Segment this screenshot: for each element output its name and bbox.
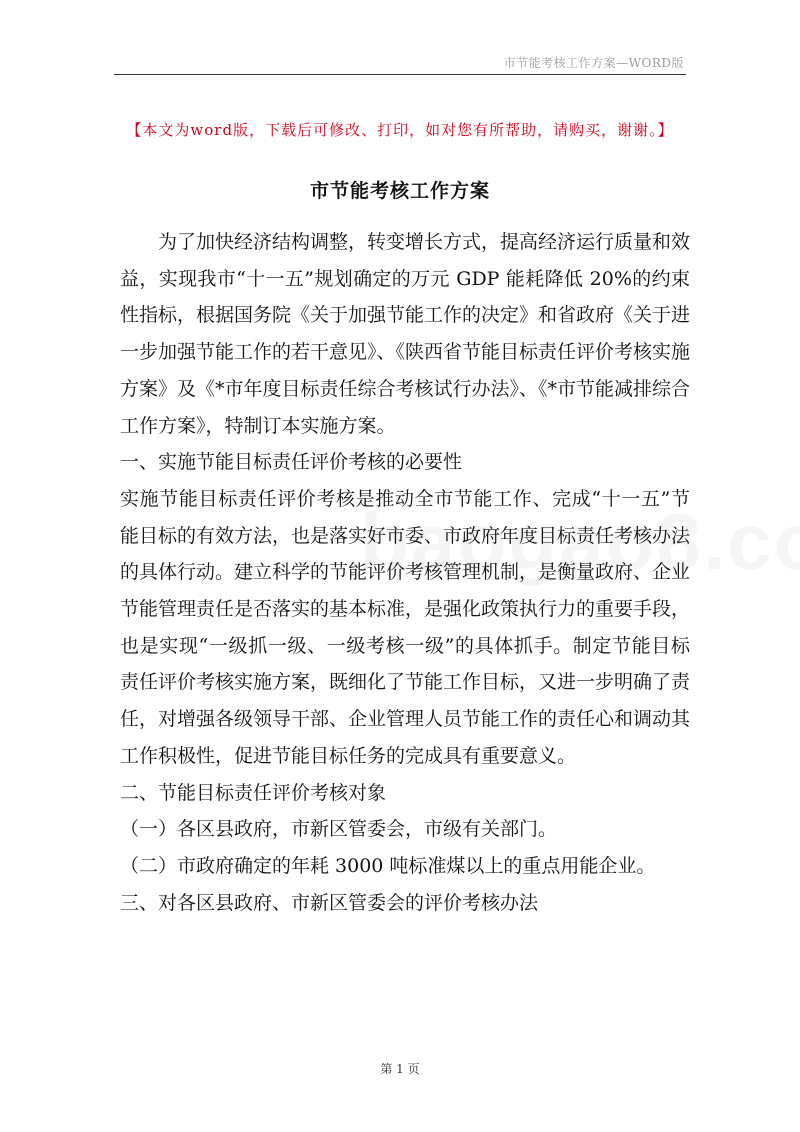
section-heading-3: 三、对各区县政府、市新区管委会的评价考核办法 bbox=[120, 891, 539, 914]
list-item: （二）市政府确定的年耗 3000 吨标准煤以上的重点用能企业。 bbox=[120, 854, 656, 877]
purchase-notice: 【本文为word版，下载后可修改、打印，如对您有所帮助，请购买，谢谢。】 bbox=[126, 121, 674, 139]
section-1-paragraph: 实施节能目标责任评价考核是推动全市节能工作、完成“十一五”节能目标的有效方法，也是落实好市委、市政府年度目标责任考核办法的具体行动。建立科学的节能评价考核管理机制，是衡量政府、企业节能管理责任是否落实的基本标准，是强化政策执行力的重要手段，也是实现“一级抓一级、一级考核一级”的具体抓手。制定节能目标责任评价考核实施方案，既细化了节能工作目标，又进一步明确了责任，对增强各级领导干部、企业管理人员节能工作的责任心和调动其工作积极性，促进节能目标任务的完成具有重要意义。 bbox=[120, 487, 691, 767]
section-heading-1: 一、实施节能目标责任评价考核的必要性 bbox=[120, 451, 463, 474]
header-rule bbox=[114, 74, 686, 75]
page-header: 市节能考核工作方案—WORD版 bbox=[503, 56, 684, 70]
document-body bbox=[120, 224, 690, 921]
section-heading-2: 二、节能目标责任评价考核对象 bbox=[120, 781, 387, 804]
document-title: 市节能考核工作方案 bbox=[309, 180, 490, 202]
list-item: （一）各区县政府，市新区管委会，市级有关部门。 bbox=[120, 818, 558, 841]
intro-paragraph: 为了加快经济结构调整，转变增长方式，提高经济运行质量和效益，实现我市“十一五”规划确定的万元 GDP 能耗降低 20%的约束性指标，根据国务院《关于加强节能工作的决定》和省政府《关于进一步加强节能工作的若干意见》、《陕西省节能目标责任评价考核实施方案》及《*市年度目标责任综合考核试行办法》、《*市节能减排综合工作方案》，特制订本实施方案。 bbox=[120, 231, 691, 437]
page-number: 第 1 页 bbox=[380, 1062, 420, 1076]
